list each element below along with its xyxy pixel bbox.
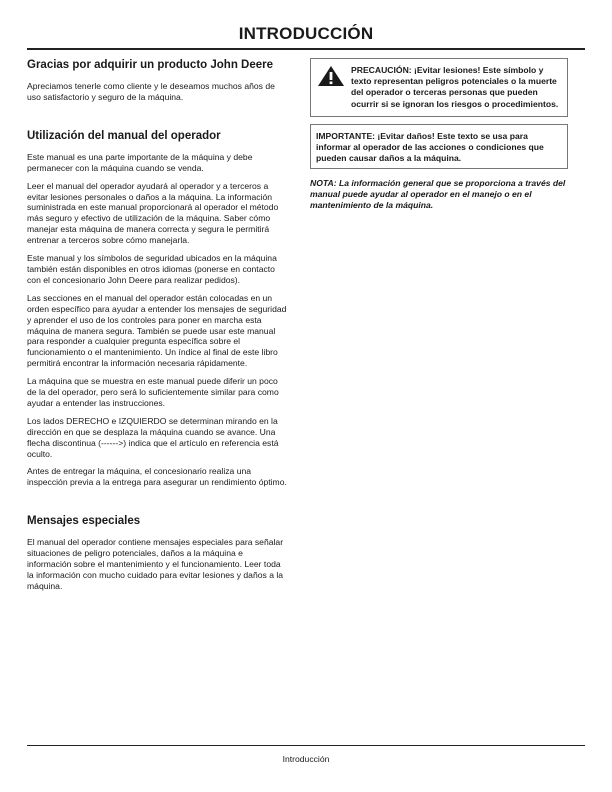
paragraph: Antes de entregar la máquina, el concesionario realiza una inspección previa a la entrega para asegurar un rendimiento óptimo. xyxy=(27,466,287,488)
paragraph: Este manual es una parte importante de la máquina y debe permanecer con la máquina cuando se venda. xyxy=(27,151,253,173)
paragraph: El manual del operador contiene mensajes especiales para señalar situaciones de peligro potenciales, daños a la máquina e información sobre el mantenimiento y el funcionamiento. Leer toda la información con mucho cuidado para evitar lesiones y daños a la máquina. xyxy=(27,537,284,591)
paragraph: La máquina que se muestra en este manual puede diferir un poco de la del operador, pero será lo suficientemente similar para como ayudar a entender las instrucciones. xyxy=(27,376,279,408)
paragraph: Las secciones en el manual del operador están colocadas en un orden específico para ayudar a entender los mensajes de seguridad y aprender el uso de los controles para poner en marcha esta máquina de manera segura. También se puede usar este manual para responder a cualquier pregunta específica sobre el funcionamiento o el mantenimiento. Un índice al final de este libro permitirá encontrar la información necesaria rápidamente. xyxy=(27,292,287,369)
paragraph: Este manual y los símbolos de seguridad ubicados en la máquina también están disponibles en otros idiomas (ponerse en contacto con el concesionario John Deere para realizar pedidos). xyxy=(27,253,277,285)
section-title-utilizacion: Utilización del manual del operador xyxy=(27,129,221,142)
section-title-gracias: Gracias por adquirir un producto John Deere xyxy=(27,59,274,71)
warning-triangle-icon xyxy=(317,65,345,87)
page-title: INTRODUCCIÓN xyxy=(238,24,374,43)
important-box xyxy=(310,124,568,170)
caution-box xyxy=(310,58,568,117)
paragraph: Apreciamos tenerle como cliente y le deseamos muchos años de uso satisfactorio y seguro de la máquina. xyxy=(27,81,275,102)
paragraph: Leer el manual del operador ayudará al operador y a terceros a evitar lesiones personales o daños a la máquina. La información suministrada en este manual proporcionará al operador el método más seguro y efectivo de utilización de la máquina. Saber cómo manejar esta máquina de manera correcta y segura le permitirá entrenar a terceros sobre cómo manejarla. xyxy=(27,180,279,246)
left-column xyxy=(27,58,289,599)
right-column xyxy=(310,58,568,211)
page-footer: Introducción xyxy=(282,754,330,764)
footer-divider xyxy=(27,745,585,746)
section-title-mensajes: Mensajes especiales xyxy=(27,515,141,528)
paragraph: Los lados DERECHO e IZQUIERDO se determinan mirando en la dirección en que se desplaza la máquina cuando se avance. Una flecha discontinua (------>) indica que el artículo en referencia está oculto. xyxy=(27,415,279,459)
note-text: NOTA: La información general que se proporciona a través del manual puede ayudar al operador en el manejo o en el mantenimiento de la máquina. xyxy=(310,178,566,211)
caution-text: PRECAUCIÓN: ¡Evitar lesiones! Este símbolo y texto representan peligros potenciales o la muerte del operador o terceras personas que pueden ocurrir si se ignoran los riesgos o procedimientos. xyxy=(351,65,559,109)
important-text: IMPORTANTE: ¡Evitar daños! Este texto se usa para informar al operador de las acciones o condiciones que pueden causar daños a la máquina. xyxy=(316,130,544,164)
header-divider xyxy=(27,48,585,50)
